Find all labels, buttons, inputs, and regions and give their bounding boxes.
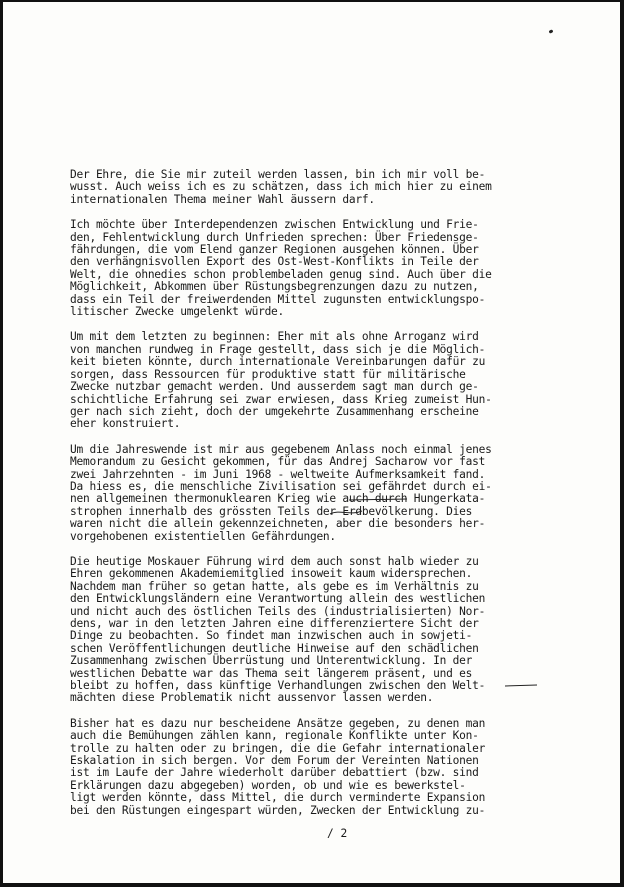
text-line: waren nicht die allein gekennzeichneten, aber die besonders her- [70,517,486,531]
text-line: ist im Laufe der Jahre wiederholt darüber debattiert (bzw. sind [70,766,479,780]
text-line: sorgen, dass Ressourcen für produktive statt für militärische [70,367,466,381]
text-line: fährdungen, die vom Elend ganzer Regionen ausgehen können. Über [70,243,479,257]
text-line: Dinge zu beobachten. So findet man inzwischen auch in sowjeti- [70,629,473,643]
text-line: trolle zu halten oder zu bringen, die die Gefahr internationaler [70,741,486,755]
text-line: Nachdem man früher so getan hatte, als gebe es im Verhältnis zu [70,579,479,593]
text-line: von manchen rundweg in Frage gestellt, dass sich je die Möglich- [70,342,486,356]
text-line: den, Fehlentwicklung durch Unfrieden sprechen: Über Friedensge- [70,230,479,244]
text-line: ligt werden könnte, dass Mittel, die durch verminderte Expansion [70,791,486,805]
text-line: strophen innerhalb des grössten Teils der Erdbevölkerung. Dies [70,504,473,518]
text-line: Zusammenhang zwischen Überrüstung und Unterentwicklung. In der [70,654,473,668]
text-line: nen allgemeinen thermonuklearen Krieg wie auch durch Hungerkata- [70,492,486,506]
text-line: eher konstruiert. [70,417,181,431]
text-line: Zwecke nutzbar gemacht werden. Und ausserdem sagt man durch ge- [70,380,479,394]
text-line: Um die Jahreswende ist mir aus gegebenem Anlass noch einmal jenes [70,442,492,456]
text-line: dens, war in den letzten Jahren eine differenziertere Sicht der [70,617,479,630]
paragraph [70,556,550,705]
text-line: Ehren gekommenen Akademiemitglied insoweit kaum widersprechen. [70,567,473,581]
text-line: Die heutige Moskauer Führung wird dem auch sonst halb wieder zu [70,554,479,568]
text-line: wusst. Auch weiss ich es zu schätzen, dass ich mich hier zu einem [70,180,492,194]
text-line: auch die Bemühungen zählen kann, regionale Konflikte unter Kon- [70,729,479,743]
text-line: ger nach sich zieht, doch der umgekehrte Zusammenhang erscheine [70,404,479,418]
text-line: litischer Zwecke umgelenkt würde. [70,305,285,319]
document-body [70,169,550,817]
text-line: vorgehobenen existentiellen Gefährdungen. [70,529,336,543]
text-line: Da hiess es, die menschliche Zivilisation sei gefährdet durch ei- [70,479,492,493]
text-line: schichtliche Erfahrung sei zwar erwiesen, dass Krieg zumeist Hun- [70,392,492,406]
text-line: Bisher hat es dazu nur bescheidene Ansätze gegeben, zu denen man [70,716,486,730]
text-line: den Entwicklungsländern eine Verantwortung allein des westlichen [70,592,486,606]
text-line: bleibt zu hoffen, dass künftige Verhandlungen zwischen den Welt- [70,679,486,693]
text-line: internationalen Thema meiner Wahl äussern darf. [70,192,375,206]
text-line: Erklärungen dazu abgegeben) worden, ob und wie es bewerkstel- [70,778,466,792]
text-line: Um mit dem letzten zu beginnen: Eher mit als ohne Arroganz wird [70,330,479,344]
paragraph [70,444,550,543]
paragraph [70,219,550,318]
text-line: bei den Rüstungen eingespart würden, Zwecken der Entwicklung zu- [70,803,486,817]
text-line: zwei Jahrzehnten - im Juni 1968 - weltweite Aufmerksamkeit fand. [70,467,486,481]
text-line: den verhängnisvollen Export des Ost-West-Konflikts in Teile der [70,255,479,269]
paragraph [70,169,550,206]
text-line: und nicht auch des östlichen Teils des (industrialisierten) Nor- [70,604,486,618]
text-line: Möglichkeit, Abkommen über Rüstungsbegrenzungen dazu zu nutzen, [70,280,479,294]
text-line: Welt, die ohnedies schon problembeladen genug sind. Auch über die [70,267,492,281]
paragraph [70,718,550,817]
text-line: schen Veröffentlichungen deutliche Hinweise auf den schädlichen [70,641,479,655]
page-continuation-marker: / 2 [327,827,348,840]
text-line: keit bieten könnte, durch internationale Vereinbarungen dafür zu [70,355,486,369]
text-line: Der Ehre, die Sie mir zuteil werden lassen, bin ich mir voll be- [70,168,486,181]
text-line: westlichen Debatte war das Thema seit längerem präsent, und es [70,666,473,680]
paragraph [70,331,550,430]
text-line: dass ein Teil der freiwerdenden Mittel zugunsten entwicklungspo- [70,292,486,306]
text-line: Ich möchte über Interdependenzen zwischen Entwicklung und Frie- [70,218,479,232]
text-line: Eskalation in sich bergen. Vor dem Forum der Vereinten Nationen [70,754,479,768]
text-line: Memorandum zu Gesicht gekommen, für das Andrej Sacharow vor fast [70,455,486,469]
text-line: mächten diese Problematik nicht aussenvor lassen werden. [70,691,434,705]
